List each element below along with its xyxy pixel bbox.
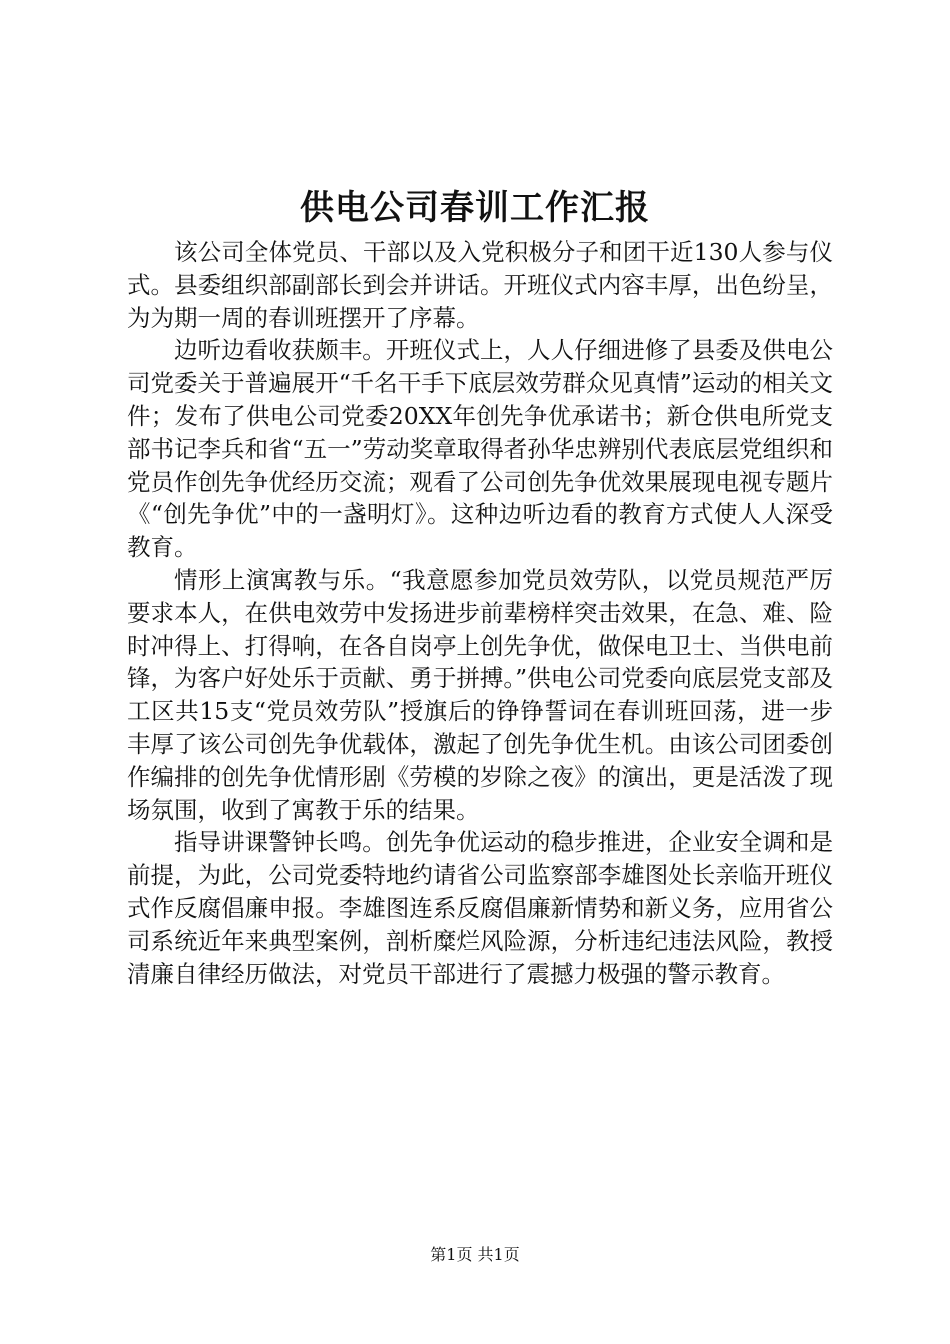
paragraph: 该公司全体党员、干部以及入党积极分子和团干近130人参与仪式。县委组织部副部长到会并讲话。开班仪式内容丰厚，出色纷呈，为为期一周的春训班摆开了序幕。 [127, 238, 833, 332]
paragraph: 边听边看收获颇丰。开班仪式上，人人仔细进修了县委及供电公司党委关于普遍展开“千名干手下底层效劳群众见真情”运动的相关文件；发布了供电公司党委20XX年创先争优承诺书；新仓供电所党支部书记李兵和省“五一”劳动奖章取得者孙华忠辨别代表底层党组织和党员作创先争优经历交流；观看了公司创先争优效果展现电视专题片《“创先争优”中的一盏明灯》。这种边听边看的教育方式使人人深受教育。 [127, 336, 833, 562]
paragraph: 指导讲课警钟长鸣。创先争优运动的稳步推进，企业安全调和是前提，为此，公司党委特地约请省公司监察部李雄图处长亲临开班仪式作反腐倡廉申报。李雄图连系反腐倡廉新情势和新义务，应用省公司系统近年来典型案例，剖析糜烂风险源，分析违纪违法风险，教授清廉自律经历做法，对党员干部进行了震撼力极强的警示教育。 [127, 828, 833, 988]
document-body [127, 236, 833, 990]
paragraph: 情形上演寓教与乐。“我意愿参加党员效劳队，以党员规范严厉要求本人，在供电效劳中发扬进步前辈榜样突击效果，在急、难、险时冲得上、打得响，在各自岗亭上创先争优，做保电卫士、当供电前锋，为客户好处乐于贡献、勇于拼搏。”供电公司党委向底层党支部及工区共15支“党员效劳队”授旗后的铮铮誓词在春训班回荡，进一步丰厚了该公司创先争优载体，激起了创先争优生机。由该公司团委创作编排的创先争优情形剧《劳模的岁除之夜》的演出，更是活泼了现场氛围，收到了寓教于乐的结果。 [127, 565, 833, 824]
page-footer: 第1页 共1页 [430, 1245, 520, 1264]
document-title: 供电公司春训工作汇报 [300, 188, 650, 228]
